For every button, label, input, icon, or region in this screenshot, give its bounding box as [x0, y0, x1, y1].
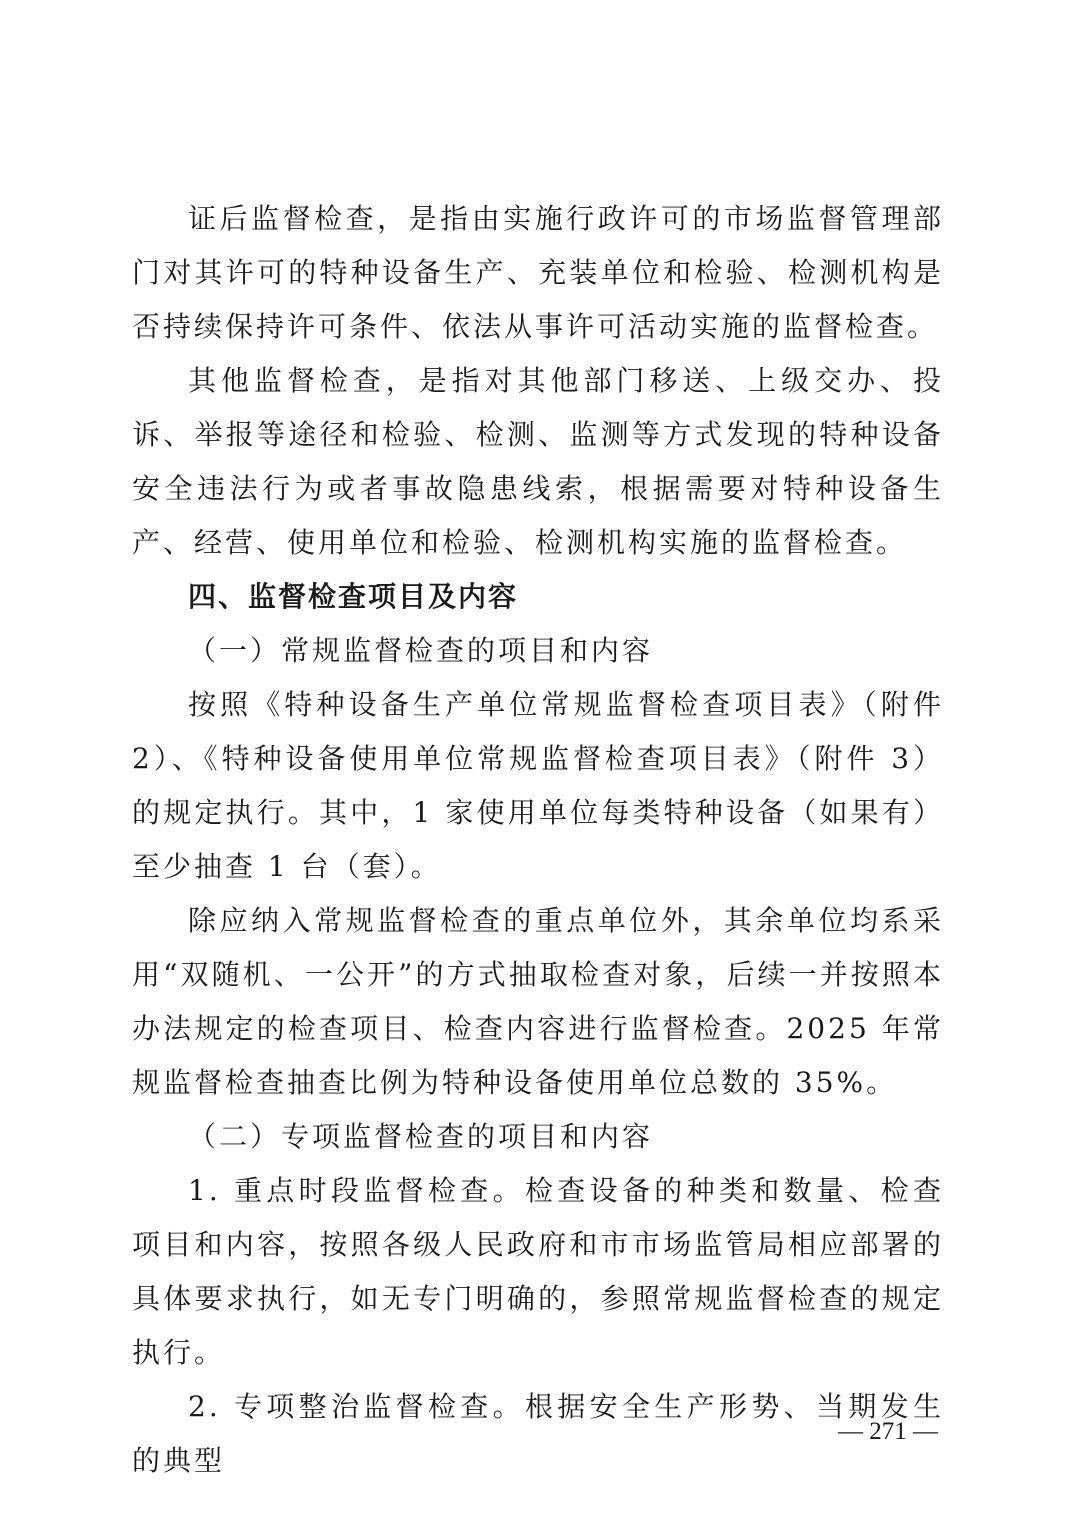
- paragraph-post-license-inspection: 证后监督检查，是指由实施行政许可的市场监督管理部门对其许可的特种设备生产、充装单位和检验、检测机构是否持续保持许可条件、依法从事许可活动实施的监督检查。: [132, 202, 944, 343]
- paragraph-other-inspection: 其他监督检查，是指对其他部门移送、上级交办、投诉、举报等途径和检验、检测、监测等方式发现的特种设备安全违法行为或者事故隐患线索，根据需要对特种设备生产、经营、使用单位和检验、检测机构实施的监督检查。: [132, 364, 944, 559]
- subsection-heading-2: （二）专项监督检查的项目和内容: [188, 1120, 654, 1153]
- paragraph-key-period-inspection: 1. 重点时段监督检查。检查设备的种类和数量、检查项目和内容，按照各级人民政府和市市场监管局相应部署的具体要求执行，如无专门明确的，参照常规监督检查的规定执行。: [132, 1174, 944, 1369]
- section-heading-4: 四、监督检查项目及内容: [188, 580, 519, 613]
- paragraph-routine-items: 按照《特种设备生产单位常规监督检查项目表》（附件 2）、《特种设备使用单位常规监督检查项目表》（附件 3）的规定执行。其中，1 家使用单位每类特种设备（如果有）至少抽查 1 台（套）。: [132, 688, 944, 883]
- paragraph-random-sampling: 除应纳入常规监督检查的重点单位外，其余单位均系采用“双随机、一公开”的方式抽取检查对象，后续一并按照本办法规定的检查项目、检查内容进行监督检查。2025 年常规监督检查抽查比例为特种设备使用单位总数的 35%。: [132, 904, 944, 1099]
- body-text: [132, 192, 944, 1488]
- paragraph-special-rectification: 2. 专项整治监督检查。根据安全生产形势、当期发生的典型: [132, 1390, 944, 1477]
- page-number: — 271 —: [838, 1418, 938, 1445]
- subsection-heading-1: （一）常规监督检查的项目和内容: [188, 634, 654, 667]
